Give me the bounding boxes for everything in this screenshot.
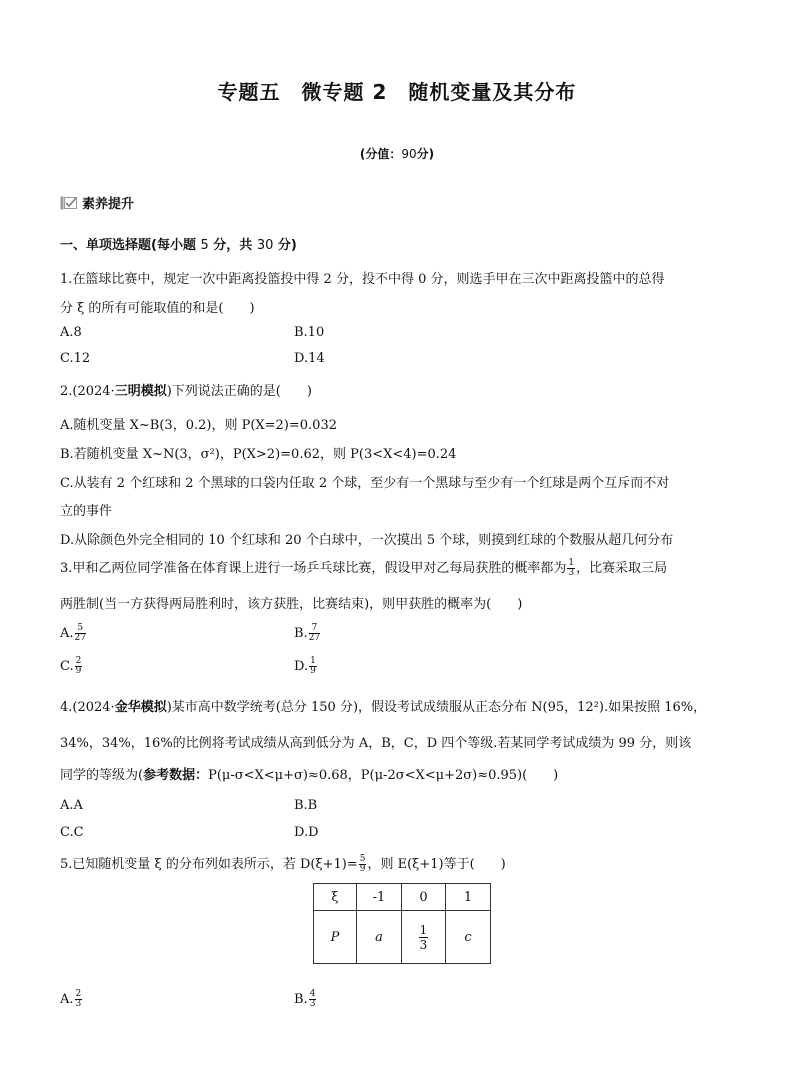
part-note-e: 分) xyxy=(273,238,297,253)
option-fraction xyxy=(75,624,86,643)
score-prefix: (分值： xyxy=(359,147,402,161)
q2-suffix: )下列说法正确的是( ) xyxy=(166,384,312,399)
table-cell xyxy=(314,911,357,964)
q1-option-c[interactable]: C.12 xyxy=(60,351,91,366)
q3-line1 xyxy=(60,557,667,578)
q4-line1-text: )某市高中数学统考(总分 150 分)，假设考试成绩服从正态分布 N(95，12²).如果按照 16%， xyxy=(166,700,707,715)
table-cell: -1 xyxy=(357,884,402,911)
cell-fraction xyxy=(419,923,429,952)
fraction-denominator: 3 xyxy=(75,999,82,1009)
q3-option-c[interactable] xyxy=(60,657,83,676)
q4-reference-label: 参考数据： xyxy=(143,768,209,783)
option-letter: D. xyxy=(294,659,309,674)
part-note-a: (每小题 xyxy=(151,238,201,253)
fraction-numerator: 1 xyxy=(419,922,428,937)
table-cell xyxy=(357,911,402,964)
fraction-numerator: 2 xyxy=(75,989,82,999)
page-title: 专题五 微专题 2 随机变量及其分布 xyxy=(217,80,577,104)
section-label: 素养提升 xyxy=(82,197,135,212)
cell-text: a xyxy=(375,929,383,945)
q5-stem xyxy=(60,853,506,874)
q4-option-a[interactable]: A.A xyxy=(60,798,83,813)
q4-prefix: 4.(2024· xyxy=(60,700,115,715)
option-fraction xyxy=(75,657,83,676)
q2-option-b[interactable]: B.若随机变量 X~N(3，σ²)，P(X>2)=0.62，则 P(3<X<4)=0.24 xyxy=(60,447,457,462)
fraction-numerator: 1 xyxy=(310,656,316,666)
option-letter: A. xyxy=(60,992,74,1007)
fraction-denominator: 3 xyxy=(419,937,428,952)
q4-option-b[interactable]: B.B xyxy=(294,798,318,813)
q1-option-a[interactable]: A.8 xyxy=(60,325,82,340)
section-heading xyxy=(60,193,134,212)
table-cell: 0 xyxy=(402,884,446,911)
q4-source: 金华模拟 xyxy=(114,700,167,715)
q5-variance-fraction xyxy=(359,855,367,874)
q1-option-d[interactable]: D.14 xyxy=(294,351,325,366)
q3-line2: 两胜制(当一方获得两局胜利时，该方获胜，比赛结束)，则甲获胜的概率为( ) xyxy=(60,597,523,612)
q2-option-c-line1[interactable]: C.从装有 2 个红球和 2 个黑球的口袋内任取 2 个球，至少有一个黑球与至少有一个红球是两个互斥而不对 xyxy=(60,476,670,491)
option-letter: B. xyxy=(294,626,308,641)
q3-prob-fraction xyxy=(567,559,575,578)
q3-option-b[interactable] xyxy=(294,624,321,643)
q3-line1-a: 3.甲和乙两位同学准备在体育课上进行一场乒乓球比赛，假设甲对乙每局获胜的概率都为 xyxy=(60,561,567,576)
option-letter: B. xyxy=(294,992,308,1007)
part-note-b: 5 xyxy=(200,238,209,253)
option-fraction xyxy=(309,657,317,676)
score-suffix: 分) xyxy=(416,147,435,161)
q4-line2: 34%，34%，16%的比例将考试成绩从高到低分为 A，B，C，D 四个等级.若某同学考试成绩为 99 分，则该 xyxy=(60,736,692,751)
part-note-d: 30 xyxy=(256,238,274,253)
q1-option-b[interactable]: B.10 xyxy=(294,325,325,340)
q2-prefix: 2.(2024· xyxy=(60,384,115,399)
fraction-denominator: 3 xyxy=(568,568,575,578)
score-info xyxy=(0,145,794,162)
fraction-denominator: 27 xyxy=(74,633,86,643)
q5-option-a[interactable] xyxy=(60,990,83,1009)
q2-option-c-line2[interactable]: 立的事件 xyxy=(60,504,113,519)
table-row xyxy=(314,884,491,911)
option-letter: A. xyxy=(60,626,74,641)
fraction-denominator: 9 xyxy=(75,666,82,676)
part-heading xyxy=(60,234,297,253)
table-cell xyxy=(446,911,491,964)
q4-line1 xyxy=(60,696,706,715)
q2-option-a[interactable]: A.随机变量 X~B(3，0.2)，则 P(X=2)=0.032 xyxy=(60,418,337,433)
q2-stem xyxy=(60,380,312,399)
fraction-denominator: 9 xyxy=(359,864,366,874)
q5-option-b[interactable] xyxy=(294,990,317,1009)
q4-line3 xyxy=(60,764,558,783)
q4-option-d[interactable]: D.D xyxy=(294,825,319,840)
fraction-numerator: 1 xyxy=(568,558,575,568)
fraction-numerator: 4 xyxy=(309,989,316,999)
q1-line1: 1.在篮球比赛中，规定一次中距离投篮投中得 2 分，投不中得 0 分，则选手甲在三次中距离投篮中的总得 xyxy=(60,272,665,287)
q3-option-a[interactable] xyxy=(60,624,87,643)
q5-stem-a: 5.已知随机变量 ξ 的分布列如表所示，若 D(ξ+1)= xyxy=(60,857,358,872)
distribution-table xyxy=(313,883,491,964)
fraction-denominator: 3 xyxy=(309,999,316,1009)
table-cell xyxy=(402,911,446,964)
fraction-numerator: 2 xyxy=(75,656,82,666)
q4-line3-b: P(μ-σ<X<μ+σ)≈0.68，P(μ-2σ<X<μ+2σ)≈0.95)( ) xyxy=(208,768,559,783)
fraction-numerator: 5 xyxy=(359,854,366,864)
fraction-numerator: 7 xyxy=(309,624,320,634)
option-fraction xyxy=(309,990,317,1009)
q2-source: 三明模拟 xyxy=(114,384,167,399)
option-fraction xyxy=(309,624,320,643)
q5-stem-b: ，则 E(ξ+1)等于( ) xyxy=(367,857,506,872)
q4-option-c[interactable]: C.C xyxy=(60,825,84,840)
fraction-numerator: 5 xyxy=(75,624,86,634)
score-value: 90 xyxy=(401,147,417,161)
q4-line3-a: 同学的等级为( xyxy=(60,768,144,783)
cell-text: c xyxy=(464,929,472,945)
part-note-c: 分，共 xyxy=(208,238,257,253)
q3-line1-b: ，比赛采取三局 xyxy=(576,561,668,576)
part-label: 一、单项选择题 xyxy=(60,238,152,253)
table-cell: 1 xyxy=(446,884,491,911)
q3-option-d[interactable] xyxy=(294,657,318,676)
checkmark-icon xyxy=(60,196,78,210)
table-cell: ξ xyxy=(314,884,357,911)
cell-text: P xyxy=(330,929,340,945)
table-row xyxy=(314,911,491,964)
q2-option-d[interactable]: D.从除颜色外完全相同的 10 个红球和 20 个白球中，一次摸出 5 个球，则摸到红球的个数服从超几何分布 xyxy=(60,533,674,548)
q1-line2: 分 ξ 的所有可能取值的和是( ) xyxy=(60,301,255,316)
fraction-denominator: 27 xyxy=(308,633,321,643)
fraction-denominator: 9 xyxy=(310,666,316,676)
option-letter: C. xyxy=(60,659,74,674)
option-fraction xyxy=(75,990,83,1009)
